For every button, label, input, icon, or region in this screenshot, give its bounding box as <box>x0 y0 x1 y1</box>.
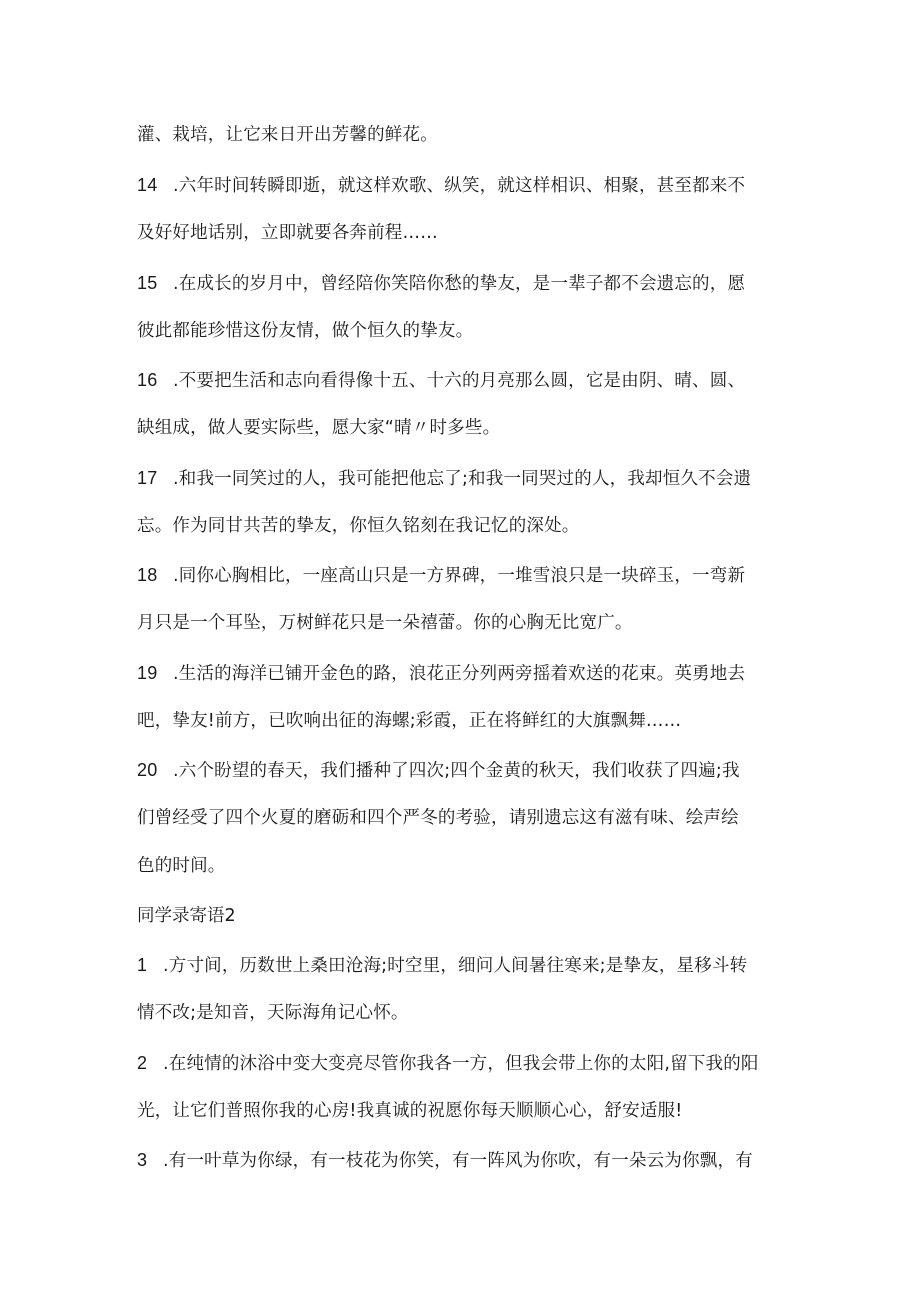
item-text: .六年时间转瞬即逝，就这样欢歌、纵笑，就这样相识、相聚，甚至都来不 <box>173 176 746 196</box>
item-text-continued: 色的时间。 <box>137 856 226 876</box>
item-text-continued: 月只是一个耳坠，万树鲜花只是一朵禧蕾。你的心胸无比宽广。 <box>137 613 633 633</box>
item-text: .和我一同笑过的人，我可能把他忘了;和我一同哭过的人，我却恒久不会遗 <box>173 469 752 489</box>
list-item <box>137 368 797 393</box>
item-text: .有一叶草为你绿，有一枝花为你笑，有一阵风为你吹，有一朵云为你飘，有 <box>163 1151 753 1171</box>
item-text-continued: 彼此都能珍惜这份友情，做个恒久的挚友。 <box>137 321 474 341</box>
item-text: .不要把生活和志向看得像十五、十六的月亮那么圆，它是由阴、晴、圆、 <box>173 371 746 391</box>
item-text: .方寸间，历数世上桑田沧海;时空里，细问人间暑往寒来;是挚友，星移斗转 <box>163 956 748 976</box>
item-number: 17 <box>137 468 158 488</box>
item-number: 15 <box>137 273 158 293</box>
item-number: 2 <box>137 1053 148 1073</box>
item-text-continued: 缺组成，做人要实际些，愿大家“晴〃时多些。 <box>137 418 501 438</box>
item-text: .在成长的岁月中，曾经陪你笑陪你愁的挚友，是一辈子都不会遗忘的，愿 <box>173 274 746 294</box>
list-item <box>137 1148 797 1173</box>
list-item <box>137 563 797 588</box>
list-item <box>137 758 797 783</box>
item-text-continued: 情不改;是知音，天际海角记心怀。 <box>137 1003 409 1023</box>
list-item <box>137 661 797 686</box>
item-text: .生活的海洋已铺开金色的路，浪花正分列两旁摇着欢送的花束。英勇地去 <box>173 664 746 684</box>
item-text-continued: 光，让它们普照你我的心房!我真诚的祝愿你每天顺顺心心，舒安适服! <box>137 1101 683 1121</box>
list-item <box>137 1051 797 1076</box>
list-item <box>137 953 797 978</box>
item-text: .在纯情的沐浴中变大变亮尽管你我各一方，但我会带上你的太阳,留下我的阳 <box>163 1054 759 1074</box>
section-heading: 同学录寄语2 <box>137 906 236 926</box>
list-item <box>137 173 797 198</box>
list-item <box>137 271 797 296</box>
item-number: 18 <box>137 565 158 585</box>
item-text-continued: 及好好地话别，立即就要各奔前程…… <box>137 223 438 243</box>
item-number: 14 <box>137 175 158 195</box>
item-text-continued: 忘。作为同甘共苦的挚友，你恒久铭刻在我记忆的深处。 <box>137 516 580 536</box>
item-number: 3 <box>137 1150 148 1170</box>
item-number: 20 <box>137 760 158 780</box>
item-text: .同你心胸相比，一座高山只是一方界碑，一堆雪浪只是一块碎玉，一弯新 <box>173 566 746 586</box>
intro-line: 灌、栽培，让它来日开出芳馨的鲜花。 <box>137 125 438 145</box>
item-text-continued: 们曾经受了四个火夏的磨砺和四个严冬的考验，请别遗忘这有滋有味、绘声绘 <box>137 808 739 828</box>
item-number: 1 <box>137 955 148 975</box>
item-number: 19 <box>137 663 158 683</box>
item-text-continued: 吧，挚友!前方，已吹响出征的海螺;彩霞，正在将鲜红的大旗飘舞…… <box>137 711 682 731</box>
item-text: .六个盼望的春天，我们播种了四次;四个金黄的秋天，我们收获了四遍;我 <box>173 761 740 781</box>
list-item <box>137 466 797 491</box>
item-number: 16 <box>137 370 158 390</box>
